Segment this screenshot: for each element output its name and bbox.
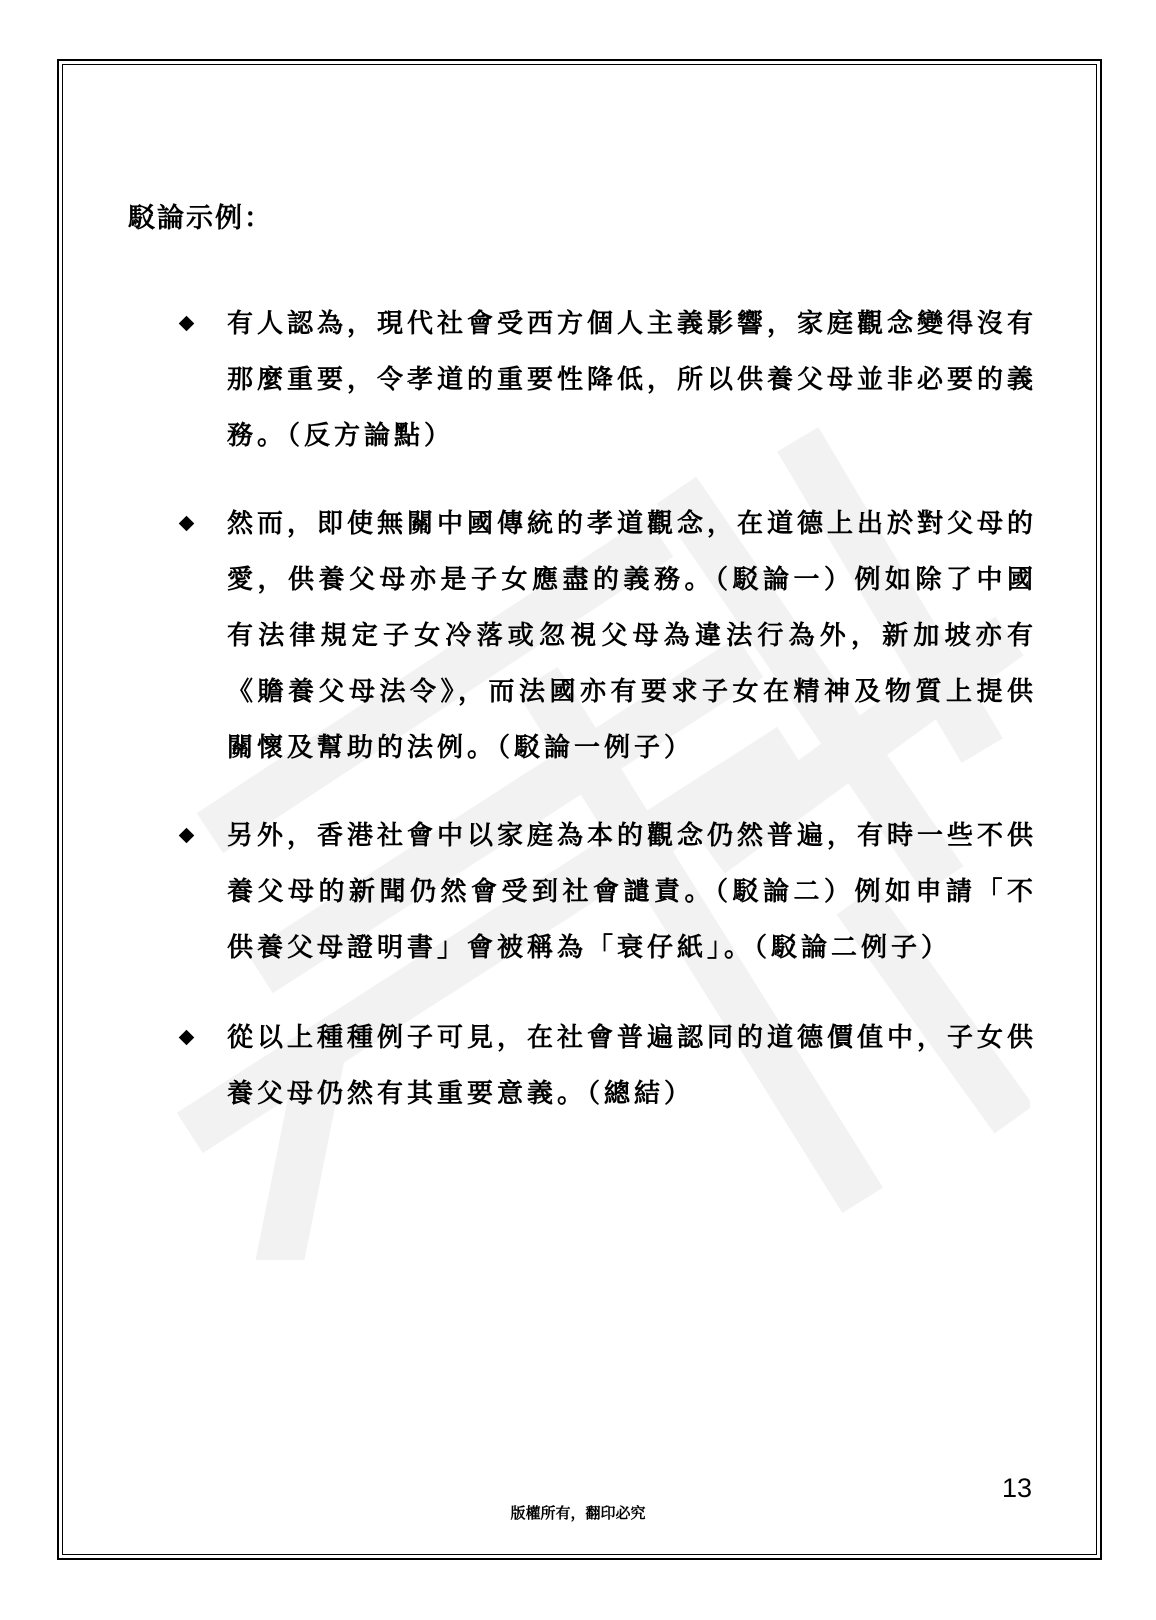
- list-item-text: 然而，即使無關中國傳統的孝道觀念，在道德上出於對父母的愛，供養父母亦是子女應盡的義務。（駁論一）例如除了中國有法律規定子女冷落或忽視父母為違法行為外，新加坡亦有《贍養父母法令》，而法國亦有要求子女在精神及物質上提供關懷及幫助的法例。（駁論一例子）: [227, 509, 1038, 763]
- copyright-notice: 版權所有，翻印必究: [510, 1504, 646, 1522]
- list-item-text: 從以上種種例子可見，在社會普遍認同的道德價值中，子女供養父母仍然有其重要意義。（總結）: [227, 1023, 1038, 1109]
- diamond-bullet-icon: [179, 828, 195, 844]
- diamond-bullet-icon: [179, 1030, 195, 1046]
- list-item-text: 另外，香港社會中以家庭為本的觀念仍然普遍，有時一些不供養父母的新聞仍然會受到社會譴責。（駁論二）例如申請「不供養父母證明書」會被稱為「衰仔紙」。（駁論二例子）: [227, 821, 1038, 963]
- page-number: 13: [1001, 1473, 1032, 1503]
- list-item: [177, 496, 1037, 776]
- list-item: [177, 1010, 1037, 1122]
- argument-list: [177, 296, 1037, 1154]
- section-heading: 駁論示例：: [128, 203, 273, 234]
- list-item: [177, 808, 1037, 976]
- list-item-text: 有人認為，現代社會受西方個人主義影響，家庭觀念變得沒有那麼重要，令孝道的重要性降低，所以供養父母並非必要的義務。（反方論點）: [227, 309, 1038, 451]
- diamond-bullet-icon: [179, 516, 195, 532]
- diamond-bullet-icon: [179, 316, 195, 332]
- list-item: [177, 296, 1037, 464]
